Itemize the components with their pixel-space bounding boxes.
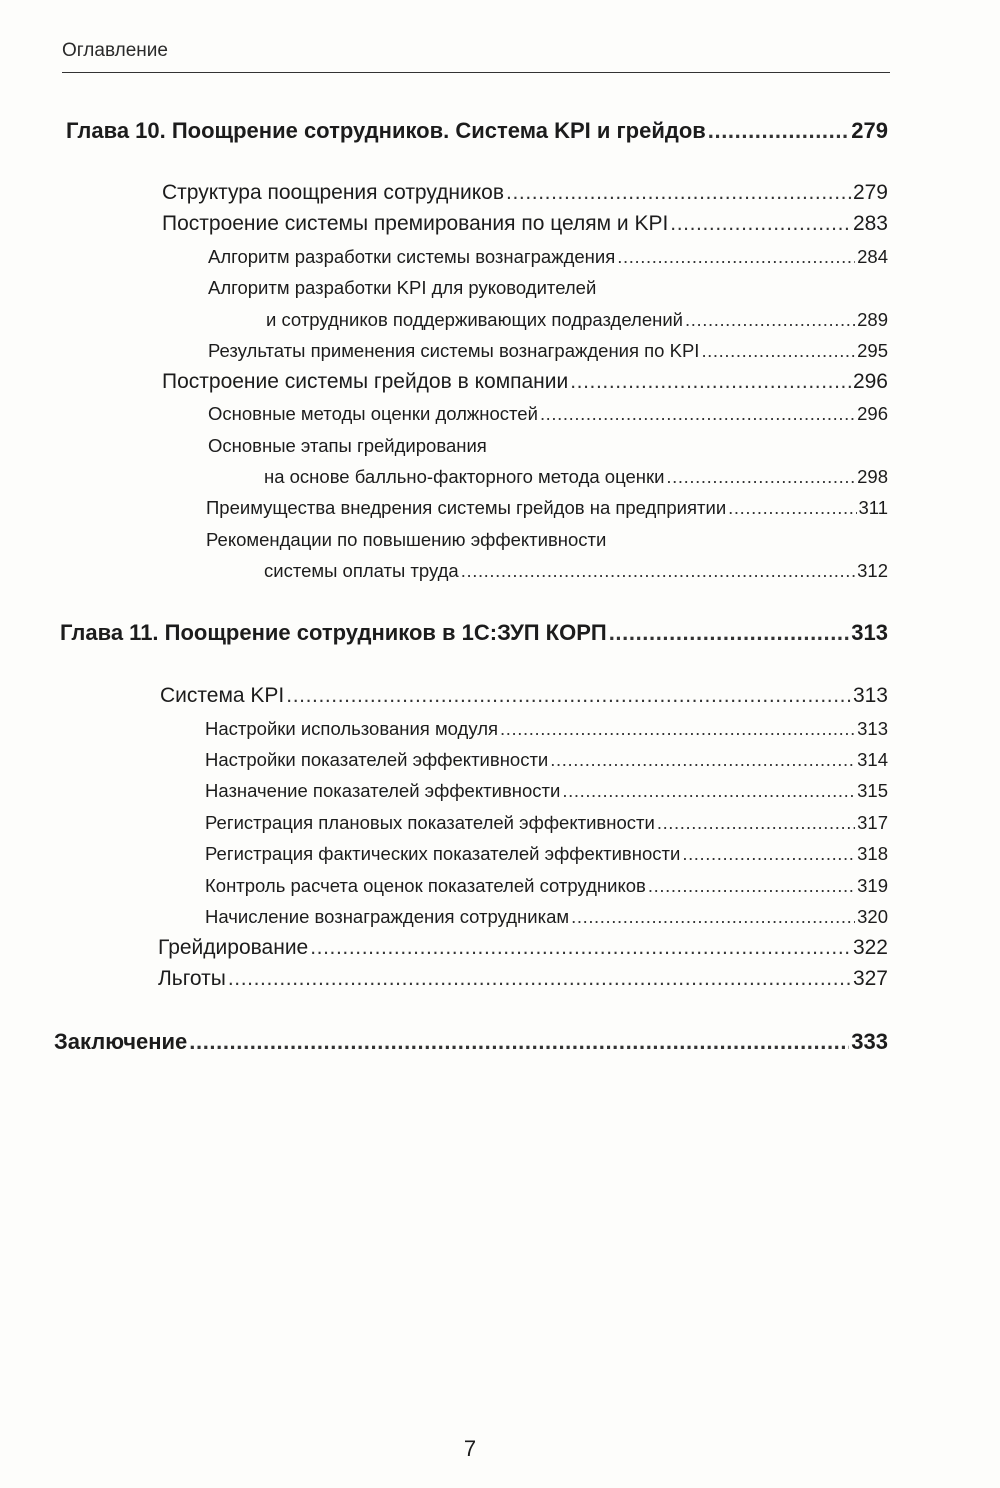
toc-entry-page: 298 [857, 466, 888, 487]
toc-entry-title: Настройки показателей эффективности [205, 749, 549, 770]
dot-leader [617, 246, 855, 268]
toc-entry-subsection[interactable] [208, 403, 888, 425]
toc-entry-subsection[interactable] [205, 843, 888, 865]
toc-entry-title: на основе балльно-факторного метода оценки [264, 466, 665, 487]
toc-entry-title: Преимущества внедрения системы грейдов на предприятии [206, 497, 727, 518]
toc-entry-page: 319 [857, 875, 888, 896]
dot-leader [550, 749, 855, 771]
toc-entry-page: 312 [857, 560, 888, 581]
toc-entry-page: 333 [851, 1029, 888, 1054]
toc-entry-title: Алгоритм разработки системы вознаграждения [208, 246, 616, 267]
dot-leader [310, 936, 851, 960]
toc-entry-title: Глава 11. Поощрение сотрудников в 1С:ЗУП КОРП [60, 620, 607, 645]
toc-entry-section[interactable] [162, 181, 888, 205]
toc-entry-chapter-10[interactable] [66, 118, 888, 144]
toc-entry-page: 296 [852, 370, 888, 393]
toc-entry-page: 279 [851, 118, 888, 143]
toc-entry-title: Основные методы оценки должностей [208, 403, 538, 424]
toc-entry-page: 320 [857, 906, 888, 927]
toc-entry-title: Настройки использования модуля [205, 718, 499, 739]
toc-entry-title: Льготы [158, 967, 226, 990]
toc-entry-subsection-line1[interactable]: Рекомендации по повышению эффективности [206, 529, 607, 550]
toc-entry-title: Начисление вознаграждения сотрудникам [205, 906, 570, 927]
toc-entry-conclusion[interactable] [54, 1029, 888, 1055]
toc-entry-title: Система KPI [160, 684, 285, 707]
toc-entry-section[interactable] [160, 684, 888, 708]
dot-leader [571, 906, 855, 928]
toc-entry-title: Структура поощрения сотрудников [162, 181, 505, 204]
toc-entry-title: Регистрация плановых показателей эффективности [205, 812, 655, 833]
toc-entry-title: и сотрудников поддерживающих подразделений [266, 309, 683, 330]
dot-leader [570, 370, 851, 394]
toc-entry-subsection[interactable] [208, 246, 888, 268]
toc-entry-page: 289 [857, 309, 888, 330]
toc-entry-page: 313 [852, 684, 888, 707]
toc-entry-title: Результаты применения системы вознаграждения по KPI [208, 340, 700, 361]
dot-leader [648, 875, 855, 897]
dot-leader [657, 812, 855, 834]
toc-entry-title: Построение системы премирования по целям и KPI [162, 212, 669, 235]
toc-entry-page: 313 [851, 620, 888, 645]
toc-entry-section[interactable] [158, 936, 888, 960]
toc-entry-page: 322 [852, 936, 888, 959]
header-rule [62, 72, 890, 73]
toc-entry-subsection[interactable] [264, 466, 888, 488]
toc-entry-subsection[interactable] [266, 309, 888, 331]
toc-entry-page: 315 [857, 780, 888, 801]
toc-entry-section[interactable] [158, 967, 888, 991]
dot-leader [189, 1029, 849, 1055]
dot-leader [685, 309, 855, 331]
toc-entry-section[interactable] [162, 212, 888, 236]
toc-entry-title: Заключение [54, 1029, 188, 1054]
toc-entry-page: 296 [857, 403, 888, 424]
toc-entry-title: Грейдирование [158, 936, 309, 959]
toc-entry-page: 279 [852, 181, 888, 204]
dot-leader [728, 497, 856, 519]
dot-leader [286, 684, 851, 708]
page-number: 7 [463, 1436, 477, 1461]
toc-entry-subsection-line1[interactable]: Алгоритм разработки KPI для руководителей [208, 277, 597, 298]
toc-entry-title: Глава 10. Поощрение сотрудников. Система KPI и грейдов [66, 118, 706, 143]
dot-leader [500, 718, 855, 740]
dot-leader [609, 620, 850, 646]
toc-entry-page: 295 [857, 340, 888, 361]
dot-leader [682, 843, 855, 865]
dot-leader [666, 466, 855, 488]
toc-entry-subsection[interactable] [205, 812, 888, 834]
toc-entry-subsection[interactable] [205, 718, 888, 740]
toc-entry-title: Регистрация фактических показателей эффективности [205, 843, 681, 864]
toc-entry-subsection[interactable] [264, 560, 888, 582]
toc-entry-subsection[interactable] [205, 749, 888, 771]
toc-entry-subsection[interactable] [205, 780, 888, 802]
toc-entry-subsection[interactable] [205, 906, 888, 928]
toc-entry-page: 313 [857, 718, 888, 739]
toc-entry-page: 283 [852, 212, 888, 235]
dot-leader [670, 212, 851, 236]
toc-entry-title: Контроль расчета оценок показателей сотрудников [205, 875, 646, 896]
toc-entry-page: 311 [858, 497, 888, 518]
dot-leader [701, 340, 855, 362]
dot-leader [562, 780, 855, 802]
running-head: Оглавление [62, 40, 168, 61]
dot-leader [228, 967, 851, 991]
toc-entry-title: Построение системы грейдов в компании [162, 370, 569, 393]
toc-entry-chapter-11[interactable] [60, 620, 888, 646]
toc-entry-page: 327 [852, 967, 888, 990]
toc-entry-subsection[interactable] [205, 875, 888, 897]
toc-entry-page: 318 [857, 843, 888, 864]
toc-entry-page: 314 [857, 749, 888, 770]
dot-leader [540, 403, 855, 425]
toc-entry-title: Назначение показателей эффективности [205, 780, 561, 801]
dot-leader [506, 181, 851, 205]
toc-entry-page: 284 [857, 246, 888, 267]
dot-leader [708, 118, 849, 144]
toc-entry-subsection[interactable] [208, 340, 888, 362]
toc-entry-page: 317 [857, 812, 888, 833]
toc-entry-subsection[interactable] [206, 497, 888, 519]
dot-leader [461, 560, 855, 582]
toc-entry-title: системы оплаты труда [264, 560, 459, 581]
toc-entry-subsection-line1[interactable]: Основные этапы грейдирования [208, 435, 487, 456]
toc-entry-section[interactable] [162, 370, 888, 394]
